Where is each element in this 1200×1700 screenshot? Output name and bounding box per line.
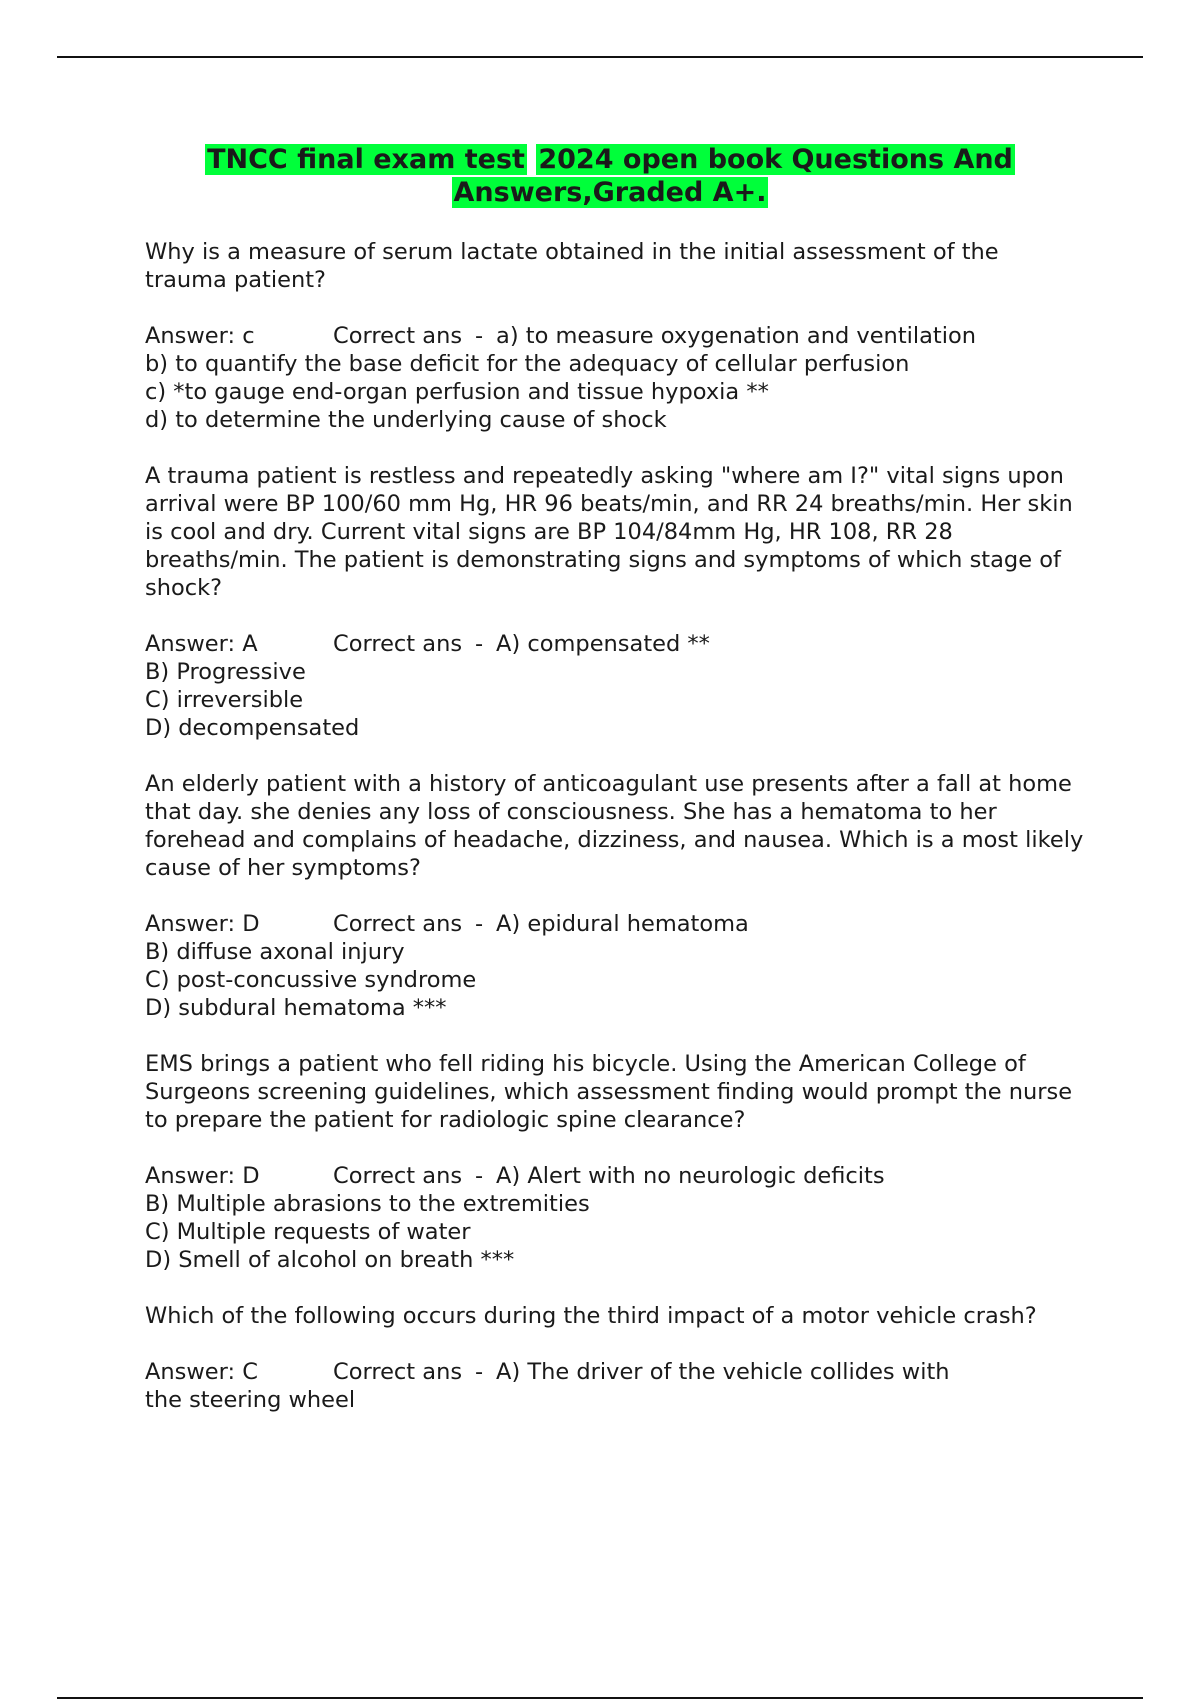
option-wrap-line: the steering wheel bbox=[145, 1387, 356, 1413]
answer-line bbox=[145, 630, 1085, 658]
question-text: A trauma patient is restless and repeatedly asking "where am I?" vital signs upon arrival were BP 100/60 mm Hg, HR 96 beats/min, and RR 24 breaths/min. Her skin is cool and dry. Current vital signs are BP 104/84mm Hg, HR 108, RR 28 breaths/min. The patient is demonstrating signs and symptoms of which stage of shock? bbox=[145, 463, 1073, 601]
option-line: B) Multiple abrasions to the extremities bbox=[145, 1191, 590, 1217]
qa-item bbox=[145, 770, 1085, 1022]
answer-label: Answer: c bbox=[145, 323, 255, 349]
answer-line bbox=[145, 322, 1085, 350]
option-line: d) to determine the underlying cause of shock bbox=[145, 407, 667, 433]
document-title bbox=[145, 143, 1075, 209]
option-line: C) post-concussive syndrome bbox=[145, 967, 477, 993]
option-line: D) decompensated bbox=[145, 715, 360, 741]
answer-separator: - bbox=[474, 1359, 484, 1385]
option-line: B) Progressive bbox=[145, 659, 306, 685]
qa-item bbox=[145, 1302, 1085, 1414]
answer-block bbox=[145, 1358, 1085, 1414]
answer-separator: - bbox=[474, 1163, 484, 1189]
first-option: A) The driver of the vehicle collides with bbox=[496, 1359, 950, 1385]
correct-label: Correct ans bbox=[333, 631, 463, 657]
qa-item bbox=[145, 1050, 1085, 1274]
correct-label: Correct ans bbox=[333, 1359, 463, 1385]
answer-block bbox=[145, 322, 1085, 434]
correct-label: Correct ans bbox=[333, 323, 463, 349]
first-option: A) Alert with no neurologic deficits bbox=[496, 1163, 885, 1189]
first-option: A) epidural hematoma bbox=[496, 911, 749, 937]
footer-rule bbox=[57, 1697, 1143, 1699]
header-rule bbox=[57, 56, 1143, 58]
option-line: C) Multiple requests of water bbox=[145, 1219, 471, 1245]
qa-item bbox=[145, 238, 1085, 434]
answer-separator: - bbox=[474, 911, 484, 937]
answer-block bbox=[145, 910, 1085, 1022]
answer-label: Answer: D bbox=[145, 1163, 260, 1189]
option-line: b) to quantify the base deficit for the adequacy of cellular perfusion bbox=[145, 351, 910, 377]
option-line: C) irreversible bbox=[145, 687, 304, 713]
question-text: Which of the following occurs during the third impact of a motor vehicle crash? bbox=[145, 1303, 1037, 1329]
first-option: A) compensated ** bbox=[496, 631, 710, 657]
answer-line bbox=[145, 1358, 1085, 1386]
title-highlight-2: 2024 open book Questions And bbox=[538, 144, 1013, 175]
question-text: EMS brings a patient who fell riding his bicycle. Using the American College of Surgeons screening guidelines, which assessment finding would prompt the nurse to prepare the patient for radiologic spine clearance? bbox=[145, 1051, 1073, 1133]
qa-item bbox=[145, 462, 1085, 742]
answer-label: Answer: C bbox=[145, 1359, 258, 1385]
correct-label: Correct ans bbox=[333, 1163, 463, 1189]
option-line: D) Smell of alcohol on breath *** bbox=[145, 1247, 515, 1273]
answer-separator: - bbox=[474, 631, 484, 657]
answer-label: Answer: A bbox=[145, 631, 258, 657]
answer-block bbox=[145, 630, 1085, 742]
answer-label: Answer: D bbox=[145, 911, 260, 937]
qa-content bbox=[145, 238, 1085, 1442]
answer-separator: - bbox=[474, 323, 484, 349]
correct-label: Correct ans bbox=[333, 911, 463, 937]
question-text: Why is a measure of serum lactate obtained in the initial assessment of the trauma patient? bbox=[145, 239, 999, 293]
option-line: D) subdural hematoma *** bbox=[145, 995, 447, 1021]
answer-line bbox=[145, 910, 1085, 938]
question-text: An elderly patient with a history of anticoagulant use presents after a fall at home that day. she denies any loss of consciousness. She has a hematoma to her forehead and complains of headache, dizziness, and nausea. Which is a most likely cause of her symptoms? bbox=[145, 771, 1084, 881]
answer-block bbox=[145, 1162, 1085, 1274]
first-option: a) to measure oxygenation and ventilation bbox=[496, 323, 977, 349]
option-line: c) *to gauge end-organ perfusion and tissue hypoxia ** bbox=[145, 379, 769, 405]
title-highlight-1: TNCC final exam test bbox=[207, 144, 525, 175]
title-highlight-3: Answers,Graded A+. bbox=[453, 177, 767, 208]
answer-line bbox=[145, 1162, 1085, 1190]
option-line: B) diffuse axonal injury bbox=[145, 939, 405, 965]
